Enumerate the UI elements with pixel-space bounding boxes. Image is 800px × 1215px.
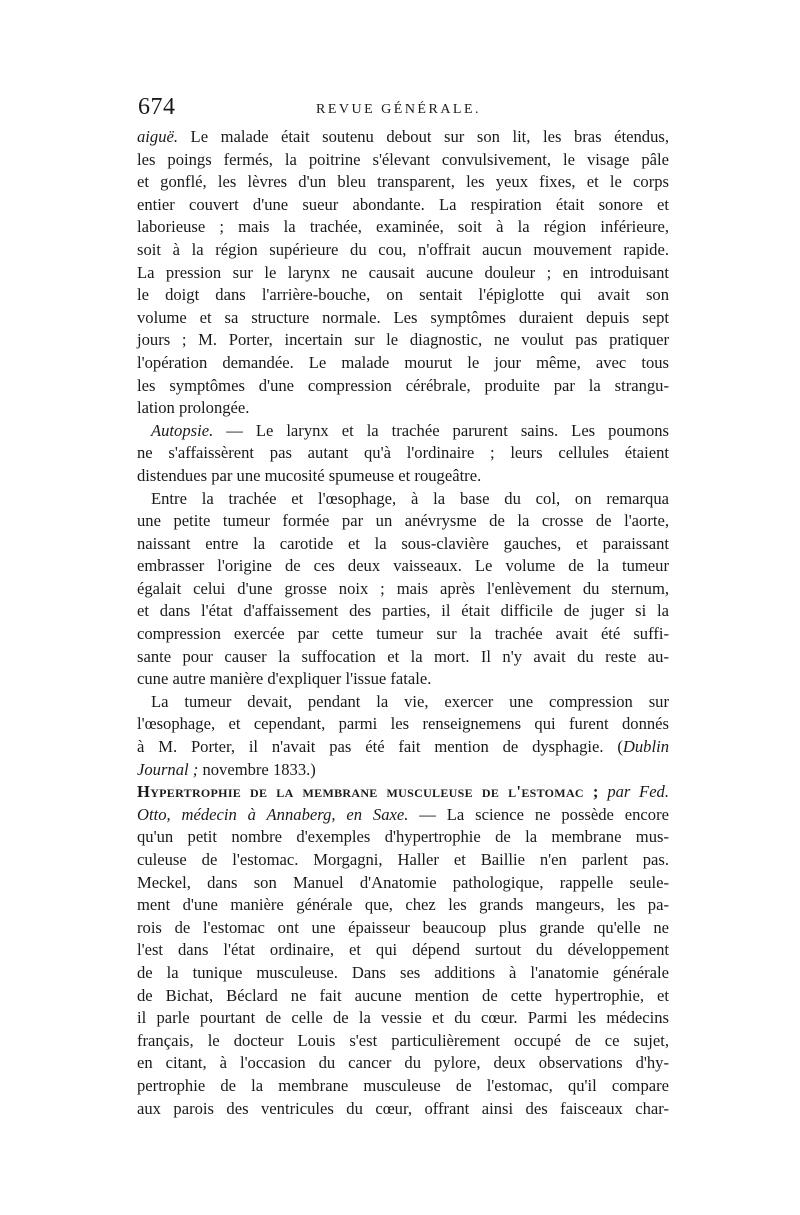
text-line: les poings fermés, la poitrine s'élevant convulsivement, le visage pâle <box>137 149 669 169</box>
text-line: l'œsophage, et cependant, parmi les renseignemens qui furent donnés <box>137 714 669 734</box>
page-header <box>138 94 668 124</box>
text-line: laborieuse ; mais la trachée, examinée, soit à la région inférieure, <box>137 217 669 237</box>
text-line: de la tunique musculeuse. Dans ses additions à l'anatomie générale <box>137 962 669 982</box>
text-line: Autopsie. — Le larynx et la trachée parurent sains. Les poumons <box>151 420 669 440</box>
text-line: volume et sa structure normale. Les symptômes duraient depuis sept <box>137 307 669 327</box>
text-line: cune autre manière d'expliquer l'issue fatale. <box>137 669 432 689</box>
article-heading: Hypertrophie de la membrane musculeuse de l'estomac ; par Fed. <box>137 782 669 802</box>
text-line: lation prolongée. <box>137 398 250 418</box>
page-number: 674 <box>138 94 176 120</box>
text-line: les symptômes d'une compression cérébrale, produite par la strangu- <box>137 375 669 395</box>
text-line: à M. Porter, il n'avait pas été fait mention de dysphagie. (Dublin <box>137 737 669 757</box>
body-text <box>137 126 669 1120</box>
text-line: égalait celui d'une grosse noix ; mais après l'enlèvement du sternum, <box>137 578 669 598</box>
text-line: en citant, à l'occasion du cancer du pylore, deux observations d'hy- <box>137 1053 669 1073</box>
text-line: La tumeur devait, pendant la vie, exercer une compression sur <box>151 691 669 711</box>
text-line: culeuse de l'estomac. Morgagni, Haller et Baillie n'en parlent pas. <box>137 850 669 869</box>
text-line: l'opération demandée. Le malade mourut le jour même, avec tous <box>137 352 669 372</box>
text-line: il parle pourtant de celle de la vessie et du cœur. Parmi les médecins <box>137 1008 669 1028</box>
text-line: ne s'affaissèrent pas autant qu'à l'ordinaire ; leurs cellules étaient <box>137 443 669 463</box>
text-line: le doigt dans l'arrière-bouche, on sentait l'épiglotte qui avait son <box>137 285 669 305</box>
text-line: compression exercée par cette tumeur sur la trachée avait été suffi- <box>137 624 669 644</box>
text-line: embrasser l'origine de ces deux vaisseaux. Le volume de la tumeur <box>137 556 669 576</box>
text-line: qu'un petit nombre d'exemples d'hypertrophie de la membrane mus- <box>137 827 669 847</box>
text-line: jours ; M. Porter, incertain sur le diagnostic, ne voulut pas pratiquer <box>137 330 669 350</box>
text-line: La pression sur le larynx ne causait aucune douleur ; en introduisant <box>137 262 669 282</box>
text-line: français, le docteur Louis s'est particulièrement occupé de ce sujet, <box>137 1030 669 1050</box>
text-line: Entre la trachée et l'œsophage, à la base du col, on remarqua <box>151 488 669 508</box>
text-line: Journal ; novembre 1833.) <box>137 759 316 779</box>
text-line: distendues par une mucosité spumeuse et rougeâtre. <box>137 465 482 485</box>
text-line: Meckel, dans son Manuel d'Anatomie pathologique, rappelle seule- <box>137 872 669 892</box>
text-line: et dans l'état d'affaissement des parties, il était difficile de juger si la <box>137 601 669 621</box>
autopsie-heading: Autopsie. <box>151 420 214 440</box>
text-line: une petite tumeur formée par un anévrysme de la crosse de l'aorte, <box>137 511 669 531</box>
text-line: soit à la région supérieure du cou, n'offrait aucun mouvement rapide. <box>137 239 669 259</box>
text-line: l'est dans l'état ordinaire, et qui dépend surtout du développement <box>137 940 669 960</box>
text-line: entier couvert d'une sueur abondante. La respiration était sonore et <box>137 194 669 214</box>
text-line: sante pour causer la suffocation et la mort. Il n'y avait du reste au- <box>137 646 669 666</box>
text-line: ment d'une manière générale que, chez les grands mangeurs, les pa- <box>137 895 669 915</box>
text-line: et gonflé, les lèvres d'un bleu transparent, les yeux fixes, et le corps <box>137 172 669 192</box>
text-line: naissant entre la carotide et la sous-clavière gauches, et paraissant <box>137 533 669 553</box>
text-line: aiguë. Le malade était soutenu debout sur son lit, les bras étendus, <box>137 127 669 146</box>
running-head: REVUE GÉNÉRALE. <box>316 102 482 117</box>
text-line: rois de l'estomac ont une épaisseur beaucoup plus grande qu'elle ne <box>137 917 669 937</box>
text-line: pertrophie de la membrane musculeuse de l'estomac, qu'il compare <box>137 1075 669 1095</box>
text-line: de Bichat, Béclard ne fait aucune mention de cette hypertrophie, et <box>137 985 669 1005</box>
text-line: Otto, médecin à Annaberg, en Saxe. — La science ne possède encore <box>137 804 669 824</box>
text-line: aux parois des ventricules du cœur, offrant ainsi des faisceaux char- <box>137 1098 669 1118</box>
